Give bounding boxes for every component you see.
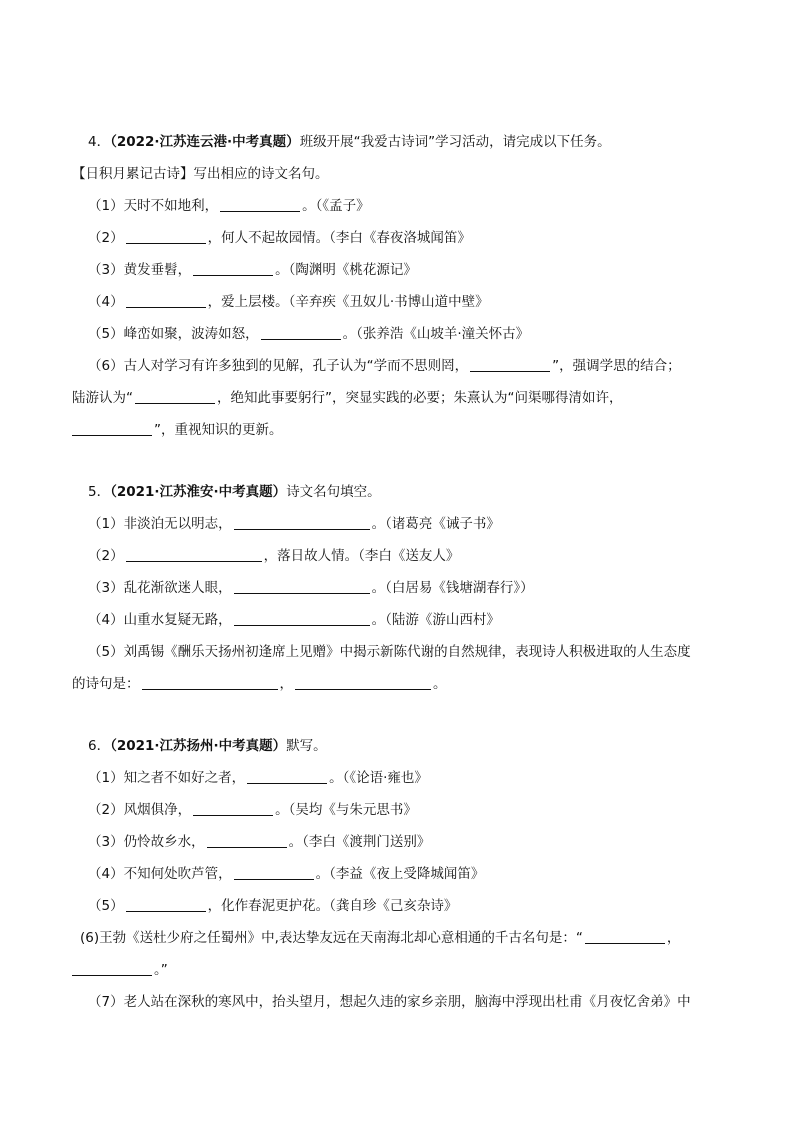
answer-blank[interactable] <box>247 769 327 784</box>
q4-item-6-line2 <box>72 388 623 408</box>
q6-item-5-source: ，化作春泥更护花。（龚自珍《己亥杂诗》 <box>207 898 458 914</box>
q6-item-3-text: （3）仍怜故乡水， <box>88 834 205 850</box>
q4-source: （2022·江苏连云港·中考真题） <box>110 134 300 150</box>
q4-item-6-text: （6）古人对学习有许多独到的见解，孔子认为“学而不思则罔， <box>88 358 469 374</box>
answer-blank[interactable] <box>207 833 287 848</box>
q4-item-1 <box>88 196 370 216</box>
q5-item-5-line2 <box>72 674 447 694</box>
q4-header <box>88 132 611 152</box>
answer-blank[interactable] <box>72 961 152 976</box>
q5-item-3-text: （3）乱花渐欲迷人眼， <box>88 580 232 596</box>
q4-item-4 <box>88 292 489 312</box>
q6-item-2-text: （2）风烟俱净， <box>88 802 192 818</box>
q4-item-5-text: （5）峰峦如聚，波涛如怒， <box>88 326 259 342</box>
q6-item-4-text: （4）不知何处吹芦管， <box>88 866 232 882</box>
q4-item-6-l2-text-end: ，绝知此事要躬行”，突显实践的必要；朱熹认为“问渠哪得清如许， <box>217 390 623 406</box>
q6-item-4 <box>88 864 484 884</box>
q5-item-4 <box>88 610 500 630</box>
q6-item-1 <box>88 768 428 788</box>
q6-source: （2021·江苏扬州·中考真题） <box>110 738 287 754</box>
q4-item-2 <box>88 228 471 248</box>
q4-item-6-text-end: ”，强调学思的结合； <box>552 358 681 374</box>
q5-item-3-source: 。（白居易《钱塘湖春行》） <box>371 580 534 596</box>
q6-item-3-source: 。（李白《渡荆门送别》 <box>288 834 431 850</box>
q5-item-5-comma: ， <box>279 676 293 692</box>
answer-blank[interactable] <box>193 801 273 816</box>
q4-item-3-text: （3）黄发垂髫， <box>88 262 192 278</box>
q6-item-6-line2 <box>72 960 168 980</box>
q4-item-4-text: （4） <box>88 294 124 310</box>
answer-blank[interactable] <box>470 357 550 372</box>
q4-item-6-l2-text: 陆游认为“ <box>72 390 133 406</box>
q4-item-6-line3 <box>72 420 283 440</box>
q4-item-4-source: ，爱上层楼。（辛弃疾《丑奴儿·书博山道中壁》 <box>207 294 489 310</box>
answer-blank[interactable] <box>234 579 370 594</box>
q4-item-1-source: 。（《孟子》 <box>302 198 370 214</box>
answer-blank[interactable] <box>193 261 273 276</box>
q6-item-5 <box>88 896 457 916</box>
q6-item-3 <box>88 832 430 852</box>
q6-item-1-text: （1）知之者不如好之者， <box>88 770 246 786</box>
q4-item-5 <box>88 324 529 344</box>
answer-blank[interactable] <box>261 325 341 340</box>
q4-item-2-source: ，何人不起故园情。（李白《春夜洛城闻笛》 <box>207 230 471 246</box>
q4-item-5-source: 。（张养浩《山坡羊·潼关怀古》 <box>342 326 530 342</box>
answer-blank[interactable] <box>234 865 314 880</box>
q5-item-5-l2-text: 的诗句是： <box>72 676 140 692</box>
q6-item-6-line1 <box>80 928 680 948</box>
q6-number: 6． <box>88 738 111 754</box>
q5-item-3 <box>88 578 534 598</box>
answer-blank[interactable] <box>126 547 262 562</box>
q5-item-4-text: （4）山重水复疑无路， <box>88 612 232 628</box>
q6-item-4-source: 。（李益《夜上受降城闻笛》 <box>315 866 485 882</box>
q5-source: （2021·江苏淮安·中考真题） <box>110 484 287 500</box>
q6-title: 默写。 <box>286 738 327 754</box>
q6-header <box>88 736 327 756</box>
q6-item-2 <box>88 800 417 820</box>
q6-item-6-l2-text: 。” <box>154 962 168 978</box>
q5-item-5-line1: （5）刘禹锡《酬乐天扬州初逢席上见赠》中揭示新陈代谢的自然规律，表现诗人积极进取的人生态度 <box>88 644 691 660</box>
q4-item-3-source: 。（陶渊明《桃花源记》 <box>275 262 417 278</box>
q5-item-1 <box>88 514 500 534</box>
q5-item-5-period: 。 <box>433 676 447 692</box>
q4-number: 4． <box>88 134 111 150</box>
q6-item-5-text: （5） <box>88 898 124 914</box>
answer-blank[interactable] <box>126 229 206 244</box>
q4-task: 【日积月累记古诗】写出相应的诗文名句。 <box>72 166 329 182</box>
answer-blank[interactable] <box>295 675 431 690</box>
answer-blank[interactable] <box>234 611 370 626</box>
q6-item-6-comma: ， <box>666 930 681 946</box>
q4-item-1-text: （1）天时不如地利， <box>88 198 219 214</box>
q4-item-6-l3-text: ”，重视知识的更新。 <box>154 422 283 438</box>
q5-item-1-source: 。（诸葛亮《诫子书》 <box>371 516 500 532</box>
q5-title: 诗文名句填空。 <box>286 484 381 500</box>
answer-blank[interactable] <box>126 293 206 308</box>
answer-blank[interactable] <box>234 515 370 530</box>
q4-title: 班级开展“我爱古诗词”学习活动，请完成以下任务。 <box>299 134 611 150</box>
q4-item-6-line1 <box>88 356 681 376</box>
answer-blank[interactable] <box>142 675 278 690</box>
answer-blank[interactable] <box>135 389 215 404</box>
answer-blank[interactable] <box>72 421 152 436</box>
q6-item-7-line1: （7）老人站在深秋的寒风中，抬头望月，想起久违的家乡亲朋，脑海中浮现出杜甫《月夜忆舍弟》中 <box>88 994 691 1010</box>
q4-item-3 <box>88 260 417 280</box>
q5-number: 5． <box>88 484 111 500</box>
q6-item-2-source: 。（吴均《与朱元思书》 <box>275 802 417 818</box>
q5-item-2-text: （2） <box>88 548 124 564</box>
answer-blank[interactable] <box>126 897 206 912</box>
q4-item-2-text: （2） <box>88 230 124 246</box>
q5-item-2-source: ，落日故人情。（李白《送友人》 <box>263 548 460 564</box>
q5-item-1-text: （1）非淡泊无以明志， <box>88 516 232 532</box>
answer-blank[interactable] <box>220 197 300 212</box>
answer-blank[interactable] <box>585 929 665 944</box>
q5-item-2 <box>88 546 459 566</box>
q6-item-6-text: (6)王勃《送杜少府之任蜀州》中,表达挚友远在天南海北却心意相通的千古名句是：“ <box>80 930 583 946</box>
q5-header <box>88 482 381 502</box>
q5-item-4-source: 。（陆游《游山西村》 <box>371 612 500 628</box>
q6-item-1-source: 。（《论语·雍也》 <box>329 770 428 786</box>
